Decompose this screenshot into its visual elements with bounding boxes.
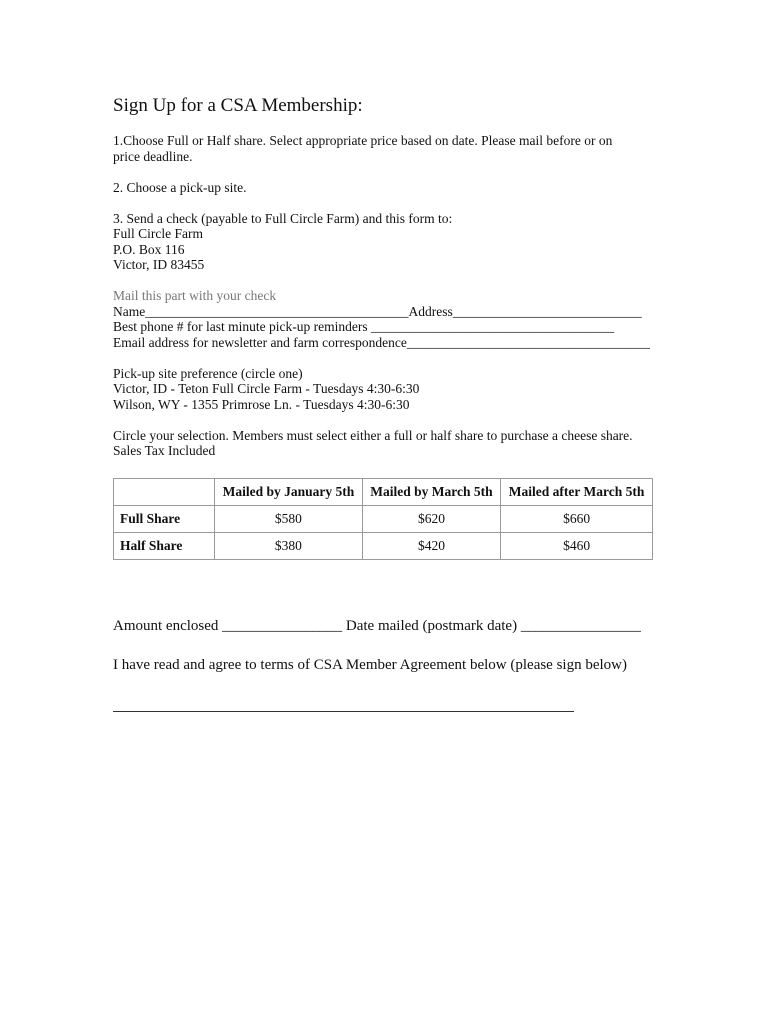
step1-line2: price deadline. <box>113 149 193 164</box>
table-row <box>114 533 653 560</box>
page-title: Sign Up for a CSA Membership: <box>113 95 363 116</box>
selection-instructions: Circle your selection. Members must select either a full or half share to purchase a cheese share. <box>113 428 633 443</box>
price-cell[interactable]: $620 <box>362 506 500 533</box>
price-cell[interactable]: $380 <box>215 533 363 560</box>
price-cell[interactable]: $420 <box>362 533 500 560</box>
agreement-statement: I have read and agree to terms of CSA Member Agreement below (please sign below) <box>113 657 627 673</box>
phone-field[interactable]: Best phone # for last minute pick-up reminders ____________________________________ <box>113 319 614 334</box>
table-header-cell: Mailed by March 5th <box>362 479 500 506</box>
price-cell[interactable]: $660 <box>501 506 653 533</box>
step3: 3. Send a check (payable to Full Circle Farm) and this form to: <box>113 211 453 226</box>
price-cell[interactable]: $460 <box>501 533 653 560</box>
sales-tax-note: Sales Tax Included <box>113 443 216 458</box>
signature-line[interactable] <box>113 711 574 712</box>
pickup-option-victor[interactable]: Victor, ID - Teton Full Circle Farm - Tuesdays 4:30-6:30 <box>113 381 420 396</box>
table-header-corner <box>114 479 215 506</box>
mailing-address-line1: Full Circle Farm <box>113 226 203 241</box>
row-label-full-share: Full Share <box>114 506 215 533</box>
step1-line1: 1.Choose Full or Half share. Select appropriate price based on date. Please mail before or on <box>113 133 613 148</box>
price-cell[interactable]: $580 <box>215 506 363 533</box>
table-row <box>114 506 653 533</box>
pickup-option-wilson[interactable]: Wilson, WY - 1355 Primrose Ln. - Tuesdays 4:30-6:30 <box>113 397 410 412</box>
price-table <box>113 478 653 560</box>
name-address-field[interactable]: Name_______________________________________Address____________________________ <box>113 304 642 319</box>
pickup-heading: Pick-up site preference (circle one) <box>113 366 303 381</box>
table-header-cell: Mailed by January 5th <box>215 479 363 506</box>
mailing-address-line2: P.O. Box 116 <box>113 242 185 257</box>
mail-part-note: Mail this part with your check <box>113 288 277 303</box>
amount-date-field[interactable]: Amount enclosed ________________ Date mailed (postmark date) ________________ <box>113 618 641 634</box>
step2: 2. Choose a pick-up site. <box>113 180 247 195</box>
table-header-cell: Mailed after March 5th <box>501 479 653 506</box>
mailing-address-line3: Victor, ID 83455 <box>113 257 205 272</box>
table-header-row <box>114 479 653 506</box>
email-field[interactable]: Email address for newsletter and farm correspondence____________________________________ <box>113 335 650 350</box>
row-label-half-share: Half Share <box>114 533 215 560</box>
